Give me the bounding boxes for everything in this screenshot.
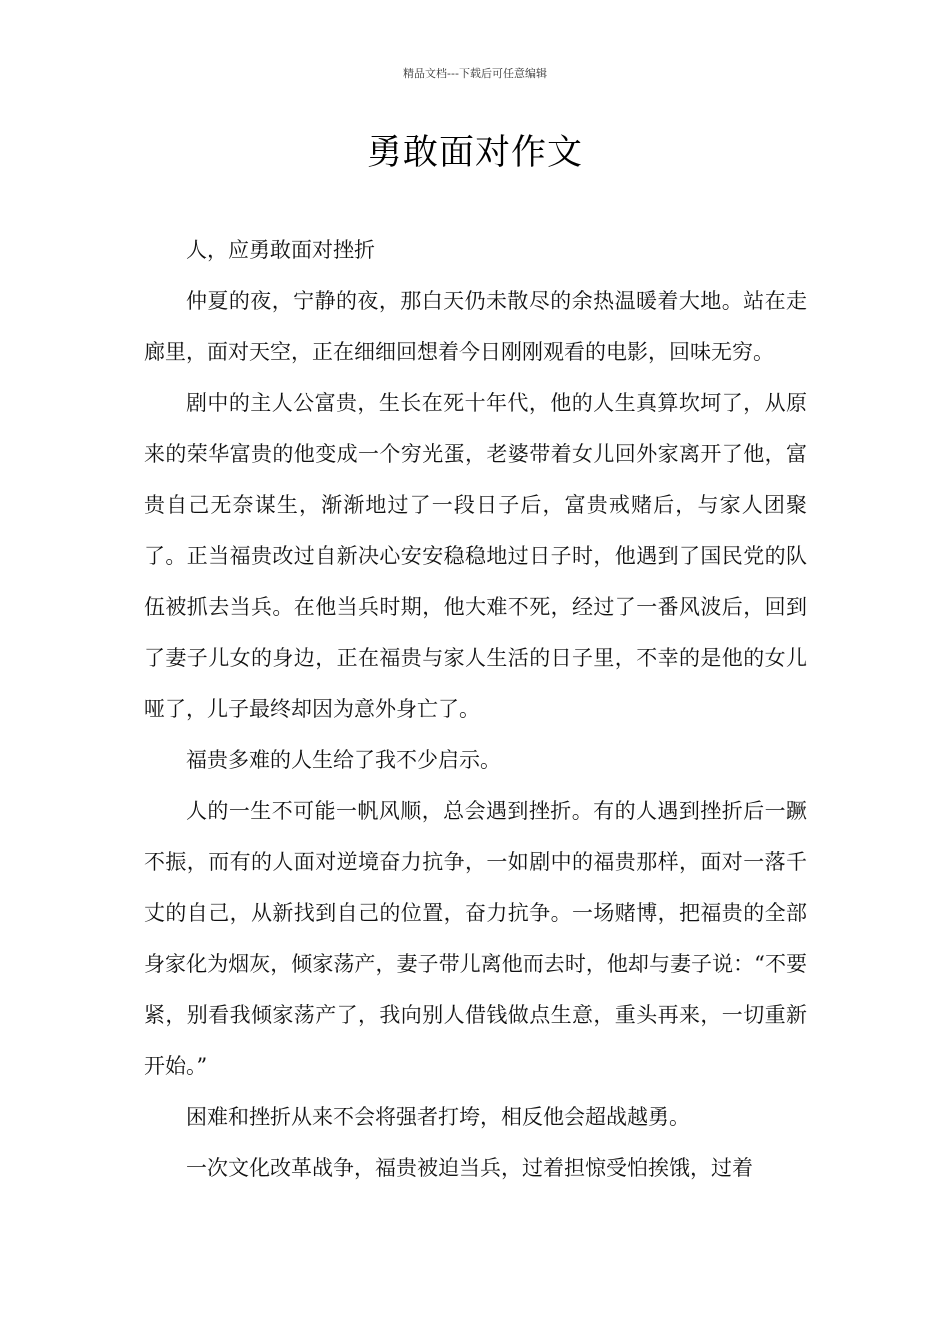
paragraph: 一次文化改革战争，福贵被迫当兵，过着担惊受怕挨饿，过着 — [186, 1156, 753, 1180]
header-note: 精品文档---下载后可任意编辑 — [403, 67, 547, 80]
paragraph: 人的一生不可能一帆风顺，总会遇到挫折。有的人遇到挫折后一蹶不振，而有的人面对逆境奋力抗争，一如剧中的福贵那样，面对一落千丈的自己，从新找到自己的位置，奋力抗争。一场赌博，把福贵的全部身家化为烟灰，倾家荡产，妻子带儿离他而去时，他却与妻子说：“不要紧，别看我倾家荡产了，我向别人借钱做点生意，重头再来，一切重新开始。” — [144, 799, 807, 1078]
paragraph: 剧中的主人公富贵，生长在死十年代，他的人生真算坎坷了，从原来的荣华富贵的他变成一个穷光蛋，老婆带着女儿回外家离开了他，富贵自己无奈谋生，渐渐地过了一段日子后，富贵戒赌后，与家人团聚了。正当福贵改过自新决心安安稳稳地过日子时，他遇到了国民党的队伍被抓去当兵。在他当兵时期，他大难不死，经过了一番风波后，回到了妻子儿女的身边，正在福贵与家人生活的日子里，不幸的是他的女儿哑了，儿子最终却因为意外身亡了。 — [144, 391, 807, 721]
paragraph: 困难和挫折从来不会将强者打垮，相反他会超战越勇。 — [186, 1105, 690, 1129]
document-body — [144, 225, 807, 1194]
paragraph: 人，应勇敢面对挫折 — [186, 238, 375, 262]
document-title: 勇敢面对作文 — [366, 133, 583, 173]
paragraph: 仲夏的夜，宁静的夜，那白天仍未散尽的余热温暖着大地。站在走廊里，面对天空，正在细细回想着今日刚刚观看的电影，回味无穷。 — [144, 289, 807, 364]
paragraph: 福贵多难的人生给了我不少启示。 — [186, 748, 501, 772]
